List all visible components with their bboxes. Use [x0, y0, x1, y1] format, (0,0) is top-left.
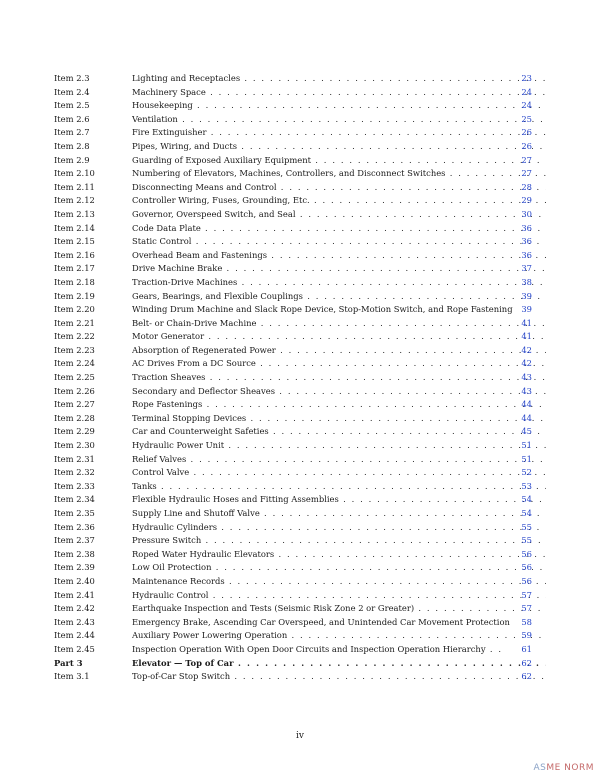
toc-page-link[interactable]: 44 — [521, 412, 532, 423]
toc-item-number: Item 2.10 — [54, 168, 95, 179]
toc-row — [54, 330, 532, 344]
toc-item-title: Roped Water Hydraulic Elevators . . . — [132, 548, 546, 562]
toc-page-link[interactable]: 54 — [521, 494, 532, 505]
toc-item-title: Code Data Plate . . . — [132, 222, 546, 236]
toc-item-number: Item 2.34 — [54, 494, 95, 505]
toc-row — [54, 657, 532, 671]
page-number: iv — [296, 731, 304, 741]
toc-item-title: Governor, Overspeed Switch, and Seal . . . — [132, 208, 546, 222]
toc-row — [54, 235, 532, 249]
toc-page-link[interactable]: 61 — [521, 643, 532, 654]
toc-item-title: Numbering of Elevators, Machines, Controllers, and Disconnect Switches . . . — [132, 167, 546, 181]
toc-item-number: Item 2.9 — [54, 154, 90, 165]
toc-item-title: Hydraulic Cylinders . . . — [132, 521, 546, 535]
toc-row — [54, 72, 532, 86]
toc-row — [54, 371, 532, 385]
toc-row — [54, 466, 532, 480]
toc-item-number: Item 2.18 — [54, 276, 95, 287]
toc-item-number: Item 2.42 — [54, 603, 95, 614]
toc-row — [54, 629, 532, 643]
toc-page-link[interactable]: 36 — [521, 249, 532, 260]
toc-page-link[interactable]: 55 — [521, 535, 532, 546]
toc-page-link[interactable]: 54 — [521, 508, 532, 518]
toc-item-number: Item 2.32 — [54, 467, 95, 478]
toc-row — [54, 154, 532, 168]
toc-row — [54, 453, 532, 467]
toc-item-number: Item 2.7 — [54, 127, 90, 138]
toc-item-number: Item 2.38 — [54, 548, 95, 559]
toc-row — [54, 317, 532, 331]
toc-item-title: Lighting and Receptacles . . . — [132, 72, 546, 86]
toc-row — [54, 262, 532, 276]
toc-item-title: Top-of-Car Stop Switch . . . — [132, 670, 546, 684]
toc-row — [54, 344, 532, 358]
toc-item-title: AC Drives From a DC Source . . . — [132, 357, 546, 371]
toc-item-title: Low Oil Protection . . . — [132, 561, 546, 575]
toc-item-title: Car and Counterweight Safeties . . . — [132, 425, 546, 439]
toc-item-number: Item 2.26 — [54, 385, 95, 396]
toc-item-title: Disconnecting Means and Control . . . — [132, 181, 546, 195]
toc-page-link[interactable]: 36 — [521, 236, 532, 247]
toc-item-title: Belt- or Chain-Drive Machine . . . — [132, 317, 546, 331]
toc-page-link[interactable]: 43 — [521, 385, 532, 396]
toc-page-link[interactable]: 37 — [521, 263, 532, 274]
toc-page-link[interactable]: 56 — [521, 575, 532, 586]
toc-item-number: Item 2.16 — [54, 249, 95, 260]
toc-item-number: Item 2.23 — [54, 344, 95, 355]
toc-item-number: Item 2.28 — [54, 412, 95, 423]
toc-page-link[interactable]: 57 — [521, 589, 532, 600]
toc-page-link[interactable]: 27 — [521, 154, 532, 165]
toc-item-number: Item 2.29 — [54, 426, 95, 437]
toc-row — [54, 439, 532, 453]
toc-row — [54, 385, 532, 399]
toc-page-link[interactable]: 51 — [521, 453, 532, 464]
toc-item-number: Item 2.27 — [54, 399, 95, 410]
toc-page-link[interactable]: 62 — [521, 657, 532, 668]
toc-item-title: Flexible Hydraulic Hoses and Fitting Assemblies . . . — [132, 493, 546, 507]
toc-item-title: Relief Valves . . . — [132, 453, 546, 467]
toc-row — [54, 222, 532, 236]
toc-page-link[interactable]: 51 — [521, 440, 532, 451]
toc-item-number: Item 2.37 — [54, 535, 95, 546]
toc-item-number: Item 2.20 — [54, 304, 95, 315]
toc-item-title: Earthquake Inspection and Tests (Seismic Risk Zone 2 or Greater) . . . — [132, 602, 546, 616]
toc-item-title: Guarding of Exposed Auxiliary Equipment . . . — [132, 154, 546, 168]
toc-row — [54, 276, 532, 290]
toc-item-number: Item 2.3 — [54, 73, 90, 83]
toc-item-number: Item 2.15 — [54, 236, 95, 247]
toc-item-title: Terminal Stopping Devices . . . — [132, 412, 546, 426]
toc-item-title: Hydraulic Power Unit . . . — [132, 439, 546, 453]
toc-page-link[interactable]: 38 — [521, 276, 532, 287]
toc-page-link[interactable]: 24 — [521, 100, 532, 111]
toc-item-number: Item 2.14 — [54, 222, 95, 233]
toc-item-title: Control Valve . . . — [132, 466, 546, 480]
toc-item-title: Pressure Switch . . . — [132, 534, 546, 548]
toc-item-number: Item 2.8 — [54, 140, 90, 151]
toc-item-number: Item 2.39 — [54, 562, 95, 573]
toc-row — [54, 86, 532, 100]
toc-item-title: Elevator — Top of Car . . . — [132, 657, 546, 671]
toc-item-number: Item 2.36 — [54, 521, 95, 532]
toc-item-title: Tanks . . . — [132, 480, 546, 494]
toc-page-link[interactable]: 41 — [521, 331, 532, 342]
toc-item-title: Secondary and Deflector Sheaves . . . — [132, 385, 546, 399]
toc-row — [54, 303, 532, 317]
toc-item-number: Item 2.43 — [54, 616, 95, 627]
toc-item-title: Gears, Bearings, and Flexible Couplings . . . — [132, 290, 546, 304]
toc-row — [54, 643, 532, 657]
toc-page-link[interactable]: 57 — [521, 603, 532, 614]
toc-row — [54, 602, 532, 616]
toc-page-link[interactable]: 24 — [521, 86, 532, 97]
toc-page-link[interactable]: 52 — [521, 467, 532, 478]
toc-row — [54, 521, 532, 535]
toc-item-number: Item 2.31 — [54, 453, 95, 464]
toc-page-link[interactable]: 29 — [521, 195, 532, 206]
toc-item-number: Item 2.44 — [54, 630, 95, 641]
toc-page-link[interactable]: 23 — [521, 73, 532, 83]
toc-row — [54, 425, 532, 439]
toc-item-number: Item 2.41 — [54, 589, 95, 600]
toc-item-title: Static Control . . . — [132, 235, 546, 249]
toc-row — [54, 398, 532, 412]
toc-page-link[interactable]: 42 — [521, 344, 532, 355]
toc-item-number: Item 2.6 — [54, 113, 90, 124]
toc-row — [54, 290, 532, 304]
toc-item-title: Fire Extinguisher . . . — [132, 126, 546, 140]
toc-page-link[interactable]: 45 — [521, 426, 532, 437]
toc-item-title: Overhead Beam and Fastenings . . . — [132, 249, 546, 263]
toc-item-number: Item 2.24 — [54, 358, 95, 369]
toc-item-number: Item 2.13 — [54, 208, 95, 219]
toc-page-link[interactable]: 43 — [521, 372, 532, 383]
toc-page-link[interactable]: 28 — [521, 181, 532, 192]
toc-row — [54, 167, 532, 181]
toc-page-link[interactable]: 27 — [521, 168, 532, 179]
toc-row — [54, 589, 532, 603]
toc-item-number: Item 2.11 — [54, 181, 95, 192]
table-of-contents — [54, 72, 532, 684]
toc-item-title: Supply Line and Shutoff Valve . . . — [132, 507, 546, 521]
toc-row — [54, 548, 532, 562]
toc-item-title: Traction Sheaves . . . — [132, 371, 546, 385]
toc-page-link[interactable]: 26 — [521, 140, 532, 151]
toc-item-number: Item 2.40 — [54, 575, 95, 586]
toc-page-link[interactable]: 26 — [521, 127, 532, 138]
toc-item-title: Maintenance Records . . . — [132, 575, 546, 589]
toc-item-title: Auxiliary Power Lowering Operation . . . — [132, 629, 546, 643]
toc-page-link[interactable]: 42 — [521, 358, 532, 369]
toc-page-link[interactable]: 25 — [521, 113, 532, 124]
toc-page-link[interactable]: 59 — [521, 630, 532, 641]
toc-row — [54, 181, 532, 195]
toc-item-number: Item 2.5 — [54, 100, 90, 111]
toc-item-title: Motor Generator . . . — [132, 330, 546, 344]
toc-page-link[interactable]: 30 — [521, 208, 532, 219]
toc-item-title: Ventilation . . . — [132, 113, 546, 127]
toc-page-link[interactable]: 62 — [521, 671, 532, 682]
toc-item-title: Traction-Drive Machines . . . — [132, 276, 546, 290]
toc-item-number: Item 2.33 — [54, 480, 95, 491]
toc-page-link[interactable]: 55 — [521, 521, 532, 532]
toc-item-number: Item 2.12 — [54, 195, 95, 206]
toc-item-number: Item 2.25 — [54, 372, 95, 383]
toc-page-link[interactable]: 41 — [521, 317, 532, 328]
toc-item-number: Item 3.1 — [54, 671, 90, 682]
toc-page-link[interactable]: 36 — [521, 222, 532, 233]
toc-row — [54, 113, 532, 127]
toc-item-title: Emergency Brake, Ascending Car Overspeed, and Unintended Car Movement Protection — [132, 616, 510, 627]
toc-row — [54, 249, 532, 263]
toc-page-link[interactable]: 53 — [521, 480, 532, 491]
toc-row — [54, 208, 532, 222]
toc-row — [54, 480, 532, 494]
toc-item-number: Item 2.4 — [54, 86, 90, 97]
toc-item-number: Item 2.22 — [54, 331, 95, 342]
toc-item-number: Part 3 — [54, 657, 83, 668]
toc-item-title: Housekeeping . . . — [132, 99, 546, 113]
toc-item-title: Inspection Operation With Open Door Circuits and Inspection Operation Hierarchy . . — [132, 643, 546, 657]
toc-row — [54, 507, 532, 521]
toc-item-title: Pipes, Wiring, and Ducts . . . — [132, 140, 546, 154]
toc-row — [54, 412, 532, 426]
toc-item-number: Item 2.17 — [54, 263, 95, 274]
toc-item-title: Winding Drum Machine and Slack Rope Device, Stop-Motion Switch, and Rope Fastening — [132, 304, 513, 315]
toc-item-number: Item 2.45 — [54, 643, 95, 654]
toc-item-title: Absorption of Regenerated Power . . . — [132, 344, 546, 358]
toc-row — [54, 561, 532, 575]
toc-page-link[interactable]: 56 — [521, 548, 532, 559]
toc-row — [54, 357, 532, 371]
toc-row — [54, 194, 532, 208]
toc-row — [54, 493, 532, 507]
toc-item-number: Item 2.21 — [54, 317, 95, 328]
toc-item-title: Controller Wiring, Fuses, Grounding, Etc. . . . — [132, 194, 546, 208]
toc-page-link[interactable]: 56 — [521, 562, 532, 573]
watermark-logo: ASME NORM — [533, 763, 594, 773]
toc-row — [54, 575, 532, 589]
toc-row — [54, 534, 532, 548]
toc-row — [54, 616, 532, 630]
toc-page-link[interactable]: 44 — [521, 399, 532, 410]
toc-item-title: Drive Machine Brake . . . — [132, 262, 546, 276]
toc-row — [54, 140, 532, 154]
toc-page-link[interactable]: 39 — [521, 304, 532, 315]
toc-row — [54, 99, 532, 113]
toc-row — [54, 670, 532, 684]
toc-page-link[interactable]: 39 — [521, 290, 532, 301]
toc-item-title: Rope Fastenings . . . — [132, 398, 546, 412]
toc-row — [54, 126, 532, 140]
toc-item-number: Item 2.30 — [54, 440, 95, 451]
toc-page-link[interactable]: 58 — [521, 616, 532, 627]
toc-item-title: Machinery Space . . . — [132, 86, 546, 100]
toc-item-number: Item 2.19 — [54, 290, 95, 301]
toc-item-number: Item 2.35 — [54, 508, 95, 518]
toc-item-title: Hydraulic Control . . . — [132, 589, 546, 603]
